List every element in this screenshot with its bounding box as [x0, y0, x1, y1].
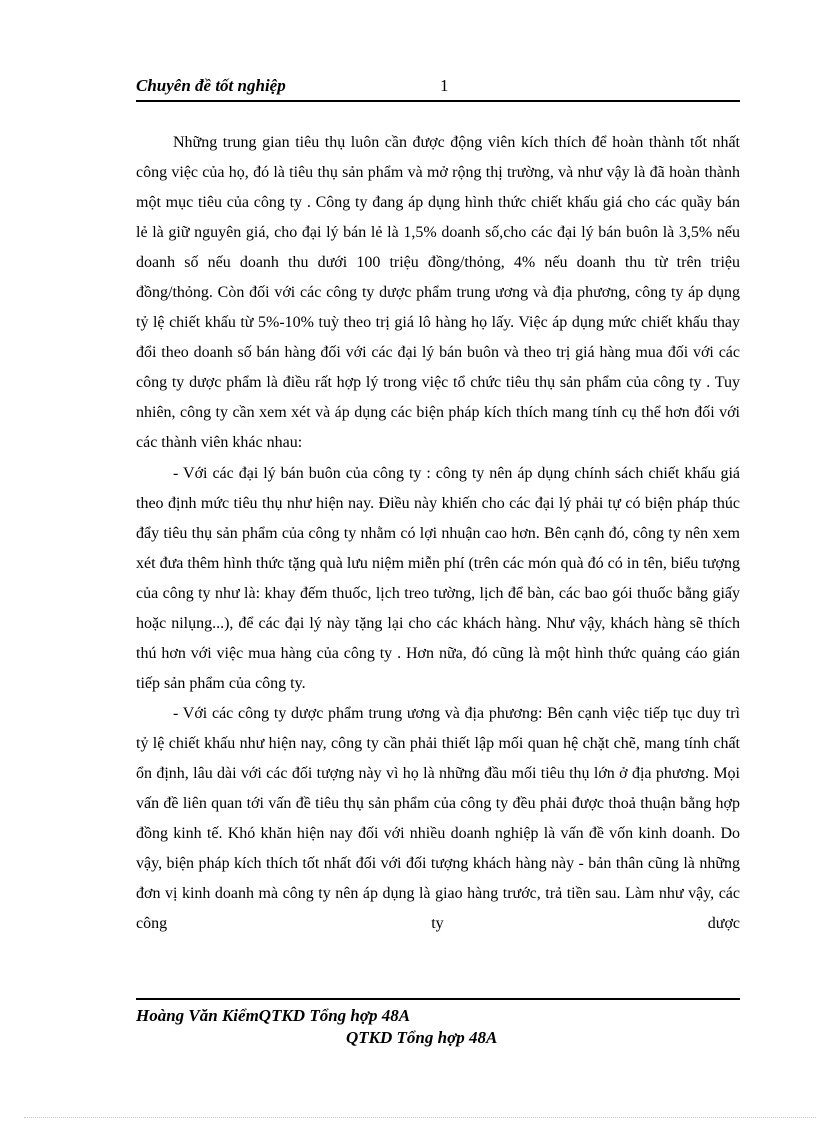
- page-edge-divider: [24, 1117, 816, 1118]
- page-header: [136, 76, 740, 102]
- page-number: 1: [440, 76, 449, 95]
- footer-class: QTKD Tổng hợp 48A: [346, 1028, 498, 1047]
- paragraph-wholesale-agents: - Với các đại lý bán buôn của công ty : công ty nên áp dụng chính sách chiết khấu giá theo định mức tiêu thụ như hiện nay. Điều này khiến cho các đại lý phải tự có biện pháp thúc đẩy tiêu thụ sản phẩm của công ty nhằm có lợi nhuận cao hơn. Bên cạnh đó, công ty nên xem xét đưa thêm hình thức tặng quà lưu niệm miễn phí (trên các món quà đó có in tên, biểu tượng của công ty như là: khay đếm thuốc, lịch treo tường, lịch để bàn, các bao gói thuốc bằng giấy hoặc nilụng...), để các đại lý này tặng lại cho các khách hàng. Như vậy, khách hàng sẽ thích thú hơn với việc mua hàng của công ty . Hơn nữa, đó cũng là một hình thức quảng cáo gián tiếp sản phẩm của công ty.: [136, 464, 740, 692]
- header-title: Chuyên đề tốt nghiệp: [136, 76, 286, 95]
- document-body: [136, 128, 740, 939]
- footer-divider: [136, 998, 740, 1000]
- paragraph-pharma-companies: - Với các công ty dược phẩm trung ương và địa phương: Bên cạnh việc tiếp tục duy trì tỷ lệ chiết khấu như hiện nay, công ty cần phải thiết lập mối quan hệ chặt chẽ, mang tính chất ổn định, lâu dài với các đối tượng này vì họ là những đầu mối tiêu thụ lớn ở địa phương. Mọi vấn đề liên quan tới vấn đề tiêu thụ sản phẩm của công ty đều phải được thoả thuận bằng hợp đồng kinh tế. Khó khăn hiện nay đối với nhiều doanh nghiệp là vấn đề vốn kinh doanh. Do vậy, biện pháp kích thích tốt nhất đối với đối tượng khách hàng này - bản thân cũng là những đơn vị kinh doanh mà công ty nên áp dụng là giao hàng trước, trả tiền sau. Làm như vậy, các công ty dược: [136, 704, 740, 933]
- paragraph-intro: Những trung gian tiêu thụ luôn cần được động viên kích thích để hoàn thành tốt nhất công việc của họ, đó là tiêu thụ sản phẩm và mở rộng thị trường, và như vậy là đã hoàn thành một mục tiêu của công ty . Công ty đang áp dụng hình thức chiết khấu giá cho các quầy bán lẻ là giữ nguyên giá, cho đại lý bán lẻ là 1,5% doanh số,cho các đại lý bán buôn là 3,5% nếu doanh số nếu doanh thu dưới 100 triệu đồng/thỏng, 4% nếu doanh thu từ trên triệu đồng/thỏng. Còn đối với các công ty dược phẩm trung ương và địa phương, công ty áp dụng tỷ lệ chiết khấu từ 5%-10% tuỳ theo trị giá lô hàng họ lấy. Việc áp dụng mức chiết khấu thay đổi theo doanh số bán hàng đối với các đại lý bán buôn và theo trị giá hàng mua đối với các công ty dược phẩm là điều rất hợp lý trong việc tổ chức tiêu thụ sản phẩm của công ty . Tuy nhiên, công ty cần xem xét và áp dụng các biện pháp kích thích mang tính cụ thể hơn đối với các thành viên khác nhau:: [136, 134, 740, 452]
- footer-author: Hoàng Văn KiểmQTKD Tổng hợp 48A: [136, 1006, 411, 1025]
